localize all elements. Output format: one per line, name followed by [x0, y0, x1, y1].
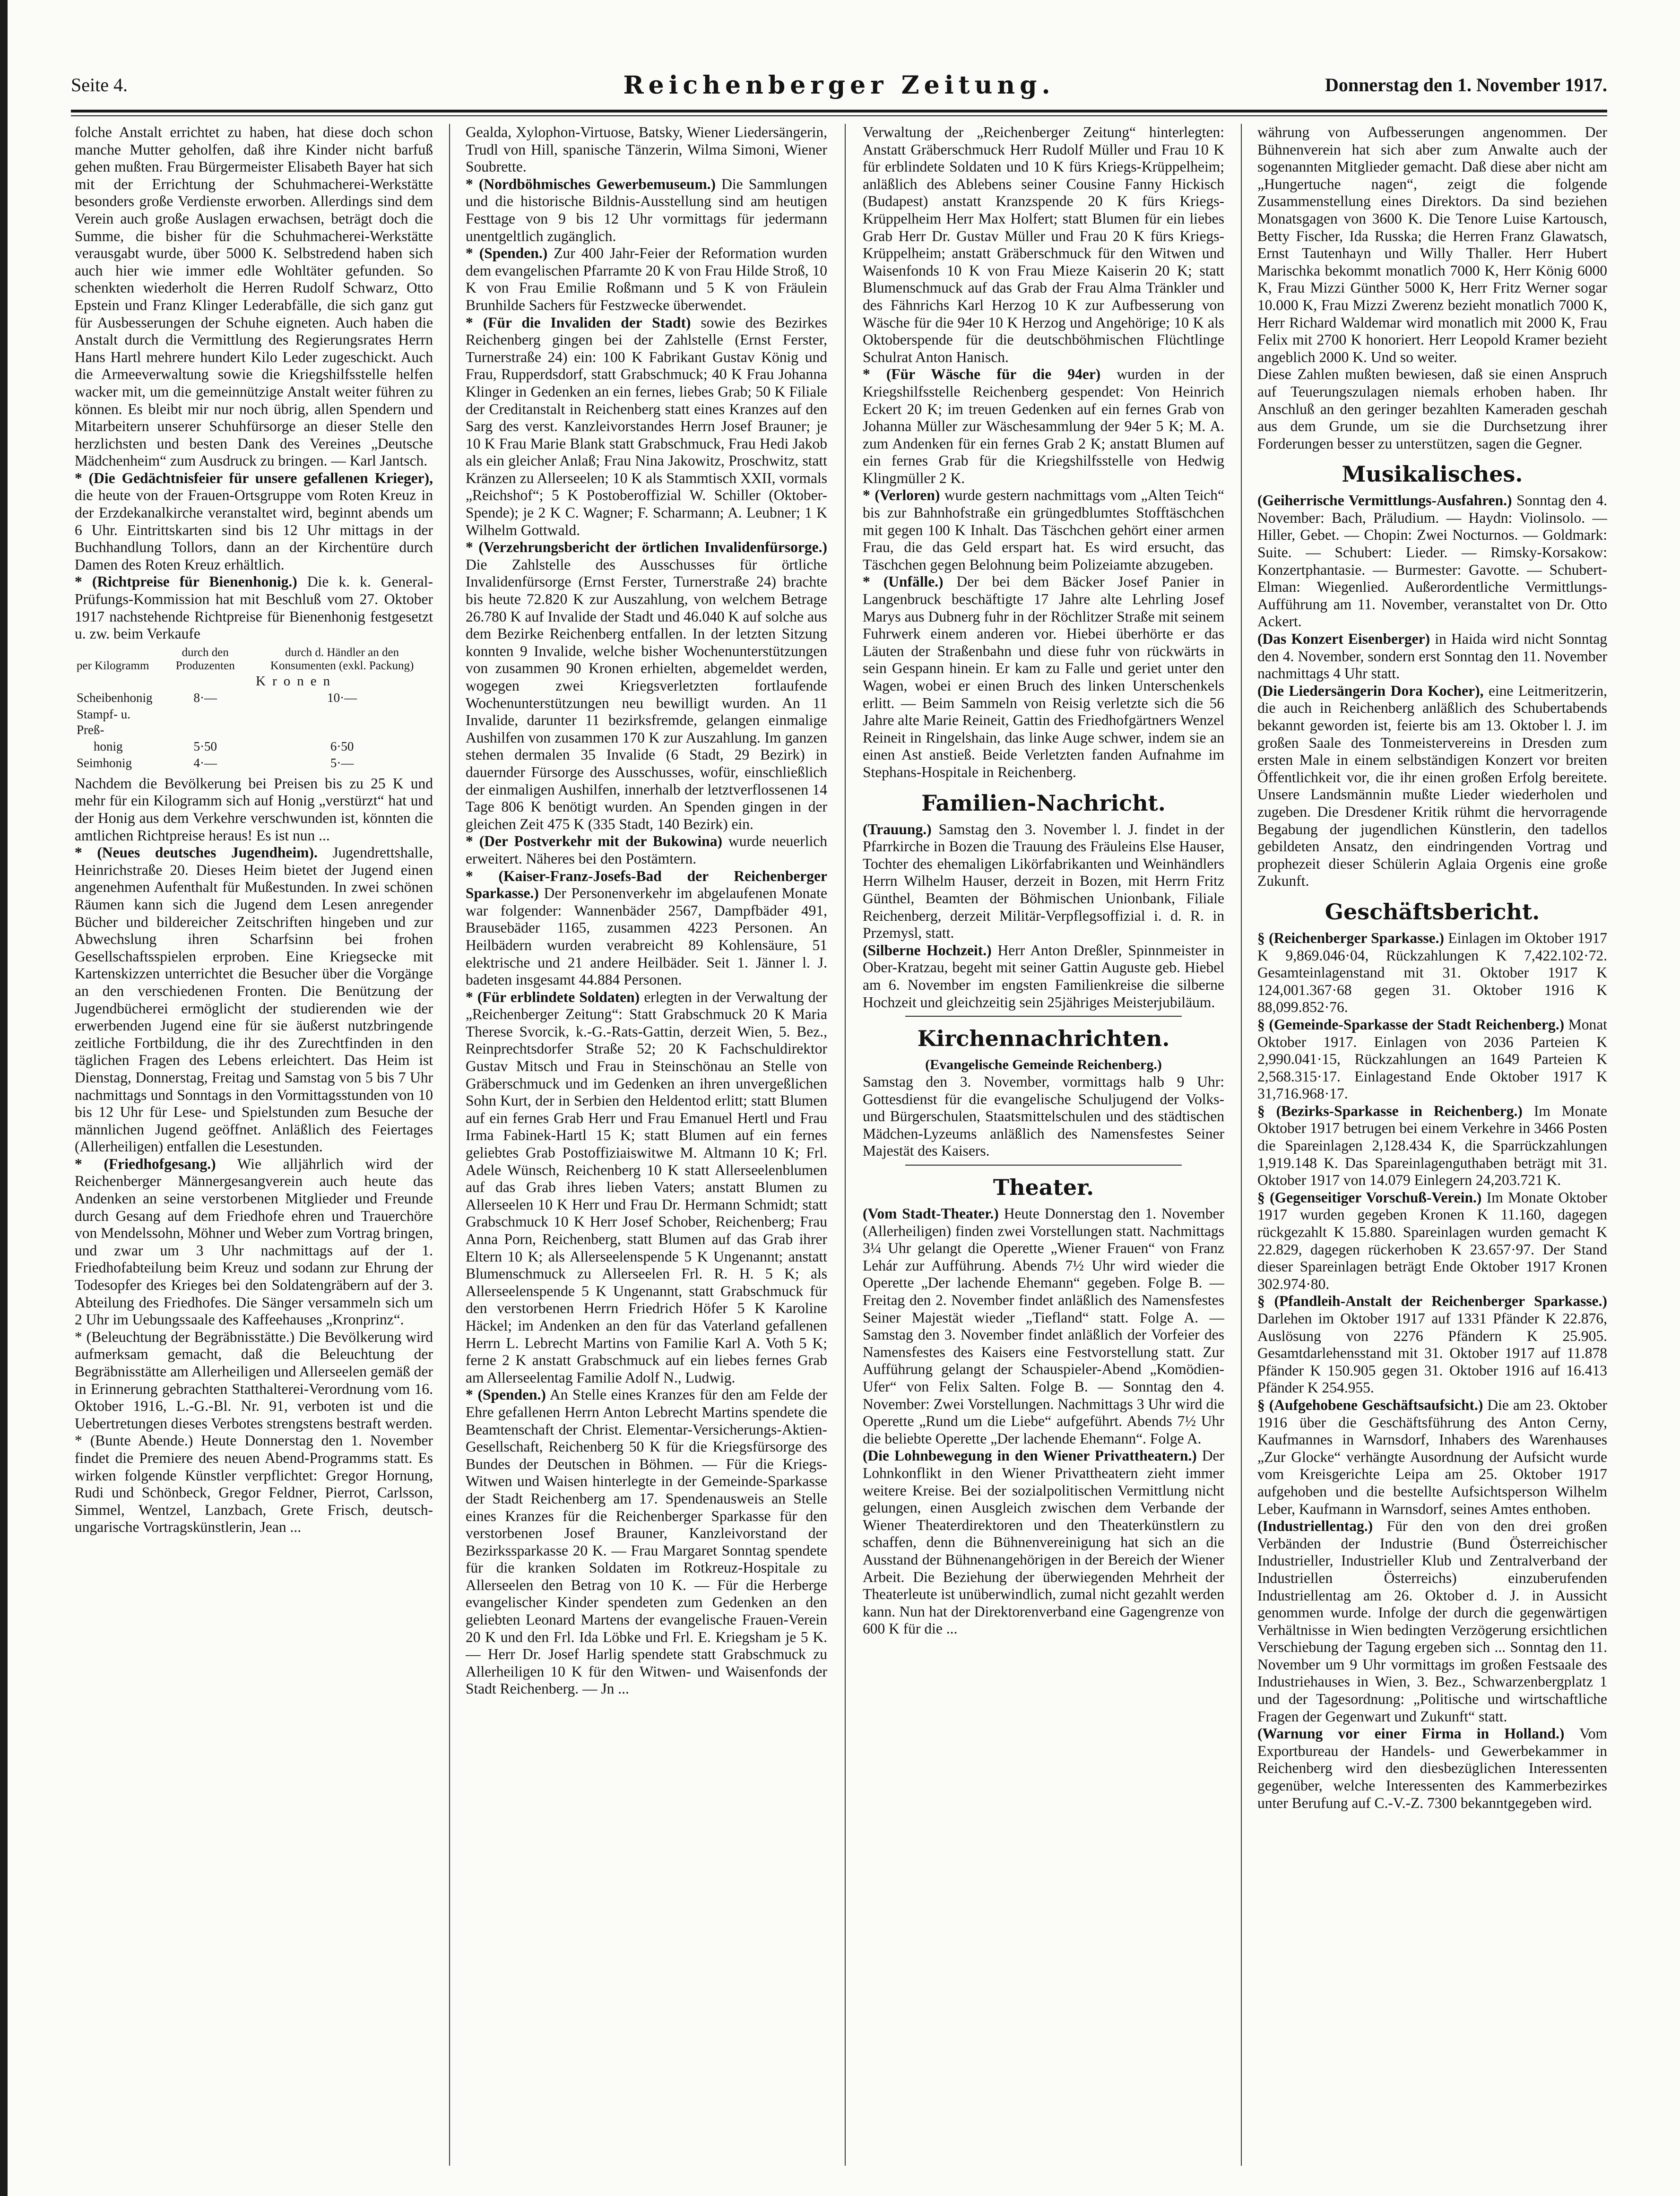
article-heading: * (Spenden.)	[466, 1386, 546, 1403]
article	[466, 176, 827, 245]
article-body: Sonntag den 4. November: Bach, Präludium. — Haydn: Violinsolo. — Hiller, Gebet. — Chopin: Zwei Nocturnos. — Goldmark: Suite. — Schubert: Lieder. — Rimsky-Korsakow: Konzertphantasie. — Burmester: Gavotte. — Schubert-Elman: Wiegenlied. Außerordentliche Vermittlungs-Aufführung am 11. November, veranstaltet von Dr. Otto Ackert.	[1257, 492, 1607, 630]
table-header: per Kilogramm	[77, 659, 149, 672]
section-heading: Familien-Nachricht.	[921, 790, 1166, 816]
article: * (Bunte Abende.) Heute Donnerstag den 1. November findet die Premiere des neuen Abend-Programms statt. Es wirken folgende Künstler verpflichtet: Gregor Hornung, Rudi und Schönbeck, Gregor Feldner, Pierrot, Carlsson, Simmel, Wentzel, Lanzbach, Grete Frisch, deutsch-ungarische Vortragskünstlerin, Jean ...	[75, 1432, 433, 1536]
article	[863, 573, 1224, 781]
article-heading: * (Für erblindete Soldaten)	[466, 988, 640, 1005]
article	[1257, 1103, 1607, 1189]
article-body: Zur 400 Jahr-Feier der Reformation wurden dem evangelischen Pfarramte 20 K von Frau Hilde Stroß, 10 K von Frau Emilie Roßmann und 5 K von Fräulein Brunhilde Sachers für Festzwecke überwendet.	[466, 245, 827, 313]
article: * (Beleuchtung der Begräbnisstätte.) Die Bevölkerung wird aufmerksam gemacht, daß die Beleuchtung der Begräbnisstätte am Allerheiligen und Allerseelen gemäß der in Erinnerung gebrachten Statthalterei-Verordnung vom 16. Oktober 1916, L.-G.-Bl. Nr. 91, verboten ist und die Uebertretungen dieses Verbotes strengstens bestraft werden.	[75, 1328, 433, 1432]
article-body: wurden in der Kriegshilfsstelle Reichenberg gespendet: Von Heinrich Eckert 20 K; im treuen Gedenken auf ein fernes Grab von Johanna Müller zur Wäschesammlung der 94er 5 K; M. A. zum Andenken für ein fernes Grab 2 K; anstatt Blumen auf ein fernes Grab für die Kriegshilfsstelle von Hedwig Klingmüller 2 K.	[863, 366, 1224, 486]
article	[466, 245, 827, 314]
article-heading: (Trauung.)	[863, 821, 932, 838]
article-heading: § (Gegenseitiger Vorschuß-Verein.)	[1257, 1189, 1482, 1206]
article-heading: * (Spenden.)	[466, 245, 548, 262]
article	[1257, 492, 1607, 631]
article-heading: § (Aufgehobene Geschäftsaufsicht.)	[1257, 1396, 1483, 1413]
section-heading: Theater.	[993, 1175, 1094, 1201]
article	[466, 868, 827, 989]
article-heading: * (Unfälle.)	[863, 573, 944, 590]
article	[1257, 1518, 1607, 1725]
article	[1257, 1725, 1607, 1812]
article-body: Darlehen im Oktober 1917 auf 1331 Pfänder K 22.876, Auslösung von 2276 Pfändern K 25.905. Gesamtdarlehensstand mit 31. Oktober 1917 auf 11.878 Pfänder K 150.905 gegen 31. Oktober 1916 auf 16.413 Pfänder K 254.955.	[1257, 1310, 1607, 1396]
article-heading: * (Verzehrungsbericht der örtlichen Invalidenfürsorge.)	[466, 539, 827, 556]
article-body: Samstag den 3. November l. J. findet in der Pfarrkirche in Bozen die Trauung des Fräuleins Else Hauser, Tochter des ehemaligen Likörfabrikanten und Weinhändlers Herrn Wilhelm Hauser, derzeit in Bozen, mit Herrn Fritz Günthel, Beamten der Böhmischen Unionbank, Filiale Reichenberg, derzeit Militär-Verpflegsoffizial i. d. R. in Przemysl, statt.	[863, 821, 1224, 942]
article-body: Der Lohnkonflikt in den Wiener Privattheatern zieht immer weitere Kreise. Bei der sozialpolitischen Vermittlung nicht gelungen, einen Ausgleich zwischen dem Verbande der Wiener Theaterdirektoren und den Theaterkünstlern zu schaffen, denn die Bühnenvereinigung hat sich an die Ausstand der Bühnenangehörigen in der Bereich der Wiener Arbeit. Die Beziehung der überwiegenden Mehrheit der Theaterleute ist unüberwindlich, zumal nicht gezahlt werden kann. Nun hat der Direktorenverband eine Gagengrenze von 600 K für die ...	[863, 1447, 1224, 1637]
article	[863, 821, 1224, 942]
page-header	[71, 71, 1607, 104]
article-body: Vom Exportbureau der Handels- und Gewerbekammer in Reichenberg wird den diesbezüglichen Interessenten gegenüber, welche Interessenten des Kammerbezirkes unter Berufung auf C.-V.-Z. 7300 bekanntgegeben wird.	[1257, 1725, 1607, 1811]
article-body: Monat Oktober 1917. Einlagen von 2036 Parteien K 2,990.041·15, Rückzahlungen an 1649 Parteien K 2,568.315·17. Einlagestand Ende Oktober 1917 K 31,716.968·17.	[1257, 1016, 1607, 1102]
article-heading: * (Richtpreise für Bienenhonig.)	[75, 573, 297, 590]
table-row: Stampf- u. Preß-	[77, 707, 130, 737]
article-body: sowie des Bezirkes Reichenberg gingen bei der Zahlstelle (Ernst Ferster, Turnerstraße 24) ein: 100 K Fabrikant Gustav König und Frau, Rupperdsdorf, statt Grabschmuck; 40 K Frau Johanna Klinger in Gedenken an ein fernes, liebes Grab; 50 K Filiale der Creditanstalt in Reichenberg statt eines Kranzes auf den Sarg des verst. Kanzleivorstandes Herrn Josef Brauner; je 10 K Frau Marie Blank statt Grabschmuck, Frau Hedi Jakob als ein gleicher Anlaß; Frau Nina Jakowitz, Proschwitz, statt Kränzen zu Allerseelen; 10 K als Stammtisch XXII, vormals „Reichshof“; 5 K Postoberoffizial W. Schiller (Oktober-Spende); je 2 K C. Wagner; F. Scharmann; A. Leubner; 1 K Wilhelm Gottwald.	[466, 314, 827, 538]
article	[75, 470, 433, 574]
article	[1257, 631, 1607, 683]
article-body: Jugendrettshalle, Heinrichstraße 20. Dieses Heim bietet der Jugend einen angenehmen Aufenthalt für Mußestunden. In zwei schönen Räumen kann sich die Jugend dem Lesen anregender Bücher und bildereicher Zeitschriften hingeben und zur Abwechslung ihren Scharfsinn bei frohen Gesellschaftsspielen erproben. Eine Kriegsecke mit Kartenskizzen unterrichtet die Besucher über die Vorgänge an den verschiedenen Fronten. Die Benützung der Jugendbücherei ermöglicht der studierenden wie der erwerbenden Jugend eine für sie äußerst nutzbringende zeitliche Fortbildung, die ihr des Zurechtfinden in den täglichen Fragen des Lebens erleichtert. Das Heim ist Dienstag, Donnerstag, Freitag und Samstag von 5 bis 7 Uhr nachmittags und Sonntags in den Vormittagsstunden von 10 bis 12 Uhr für Lese- und Spielstunden zum Besuche der männlichen Jugend geöffnet. Anläßlich des Feiertages (Allerheiligen) entfallen die Lesestunden.	[75, 844, 433, 1155]
header-rule	[71, 110, 1607, 112]
article	[1257, 930, 1607, 1016]
column-4	[1257, 124, 1607, 2166]
article-heading: * (Neues deutsches Jugendheim).	[75, 844, 318, 861]
article	[1257, 1189, 1607, 1293]
article	[1257, 683, 1607, 890]
column-3	[863, 124, 1224, 2166]
table-row: Seimhonig 4·— 5·—	[77, 755, 354, 770]
article-body: Die Zahlstelle des Ausschusses für örtliche Invalidenfürsorge (Ernst Ferster, Turnerstraße 24) brachte bis heute 72.820 K zur Auszahlung, von welchem Betrage 26.780 K auf Invalide der Stadt und 46.040 K auf solche aus dem Bezirke Reichenberg entfallen. In der letzten Sitzung konnten 9 Invalide, welche bisher Wochenunterstützungen von zusammen 90 Kronen erhielten, abgemeldet werden, wogegen zwei Kriegsverletzten fortlaufende Wochenunterstützungen neu bewilligt wurden. An 11 Invalide, darunter 11 bezirksfremde, gelangen einmalige Aushilfen von zusammen 170 K zur Auszahlung. Im ganzen stehen dermalen 35 Invalide (6 Stadt, 29 Bezirk) in dauernder Fürsorge des Ausschusses, wofür, einschließlich der einmaligen Aushilfen, innerhalb der letztverflossenen 14 Tage 806 K benötigt wurden. An Spenden gingen in der gleichen Zeit 475 K (335 Stadt, 140 Bezirk) ein.	[466, 556, 827, 832]
article	[466, 833, 827, 867]
article-body: wurde gestern nachmittags vom „Alten Teich“ bis zur Bahnhofstraße ein grüngedblumtes Stofftäschchen mit gegen 100 K Inhalt. Das Täschchen gehört einer armen Frau, die das Geld erspart hat. Es wird ersucht, das Täschchen gegen Belohnung beim Polizeiamte abzugeben.	[863, 487, 1224, 573]
article	[863, 1447, 1224, 1638]
article	[466, 314, 827, 539]
article: Samstag den 3. November, vormittags halb 9 Uhr: Gottesdienst für die evangelische Schuljugend der Volks- und Bürgerschulen, Staatsmittelschulen und des städtischen Mädchen-Lyzeums anläßlich des Namensfestes Seiner Majestät des Kaisers.	[863, 1073, 1224, 1159]
column-divider	[1241, 124, 1242, 2166]
article-heading: (Die Lohnbewegung in den Wiener Privattheatern.)	[863, 1447, 1197, 1464]
article-heading: (Geiherrische Vermittlungs-Ausfahren.)	[1257, 492, 1512, 509]
article-heading: § (Reichenberger Sparkasse.)	[1257, 929, 1445, 946]
article	[466, 1386, 827, 1698]
article-body: An Stelle eines Kranzes für den am Felde der Ehre gefallenen Herrn Anton Lebrecht Martins spendete die Beamtenschaft der Christ. Elementar-Versicherungs-Aktien-Gesellschaft, Reichenberg 50 K für die Kriegsfürsorge des Bundes der Deutschen in Böhmen. — Für die Kriegs-Witwen und Waisen hinterlegte in der Gemeinde-Sparkasse der Stadt Reichenberg am 17. Spendenausweis an Stelle eines Kranzes für die Reichenberger Sparkasse für den verstorbenen Josef Brauner, Kanzleivorstand der Bezirkssparkasse 20 K. — Frau Margaret Sonntag spendete für die kranken Soldaten im Rotkreuz-Hospitale zu Allerseelen den Betrag von 10 K. — Für die Herberge evangelischer Kinder spendeten zum Gedenken an den geliebten Leonard Martens der evangelische Frauen-Verein 20 K und den Frl. Ida Löbke und Frl. E. Kriegsham je 5 K. — Herr Dr. Josef Harlig spendete statt Grabschmuck zu Allerheiligen 10 K für den Witwen- und Waisenfonds der Stadt Reichenberg. — Jn ...	[466, 1386, 827, 1697]
section-heading: Kirchennachrichten.	[917, 1026, 1170, 1052]
article-heading: * (Verloren)	[863, 487, 940, 504]
masthead: Reichenberger Zeitung.	[623, 71, 1055, 100]
article-body: Im Monate Oktober 1917 betrugen bei einem Verkehre in 3466 Posten die Spareinlagen 2,128.434 K, die Sparrückzahlungen 1,919.148 K. Das Spareinlagenguthaben beträgt mit 31. Oktober 1917 von 14.079 Einlegern 24,203.721 K.	[1257, 1102, 1607, 1189]
article	[863, 942, 1224, 1011]
article-body: Die k. k. General-Prüfungs-Kommission hat mit Beschluß vom 27. Oktober 1917 nachstehende Richtpreise für Bienenhonig festgesetzt u. zw. beim Verkaufe	[75, 573, 433, 642]
article	[1257, 1016, 1607, 1103]
section-subheading: (Evangelische Gemeinde Reichenberg.)	[925, 1057, 1162, 1073]
article-heading: * (Der Postverkehr mit der Bukowina)	[466, 833, 722, 850]
article-body: hinterlegten: Anstatt Gräberschmuck Herr Rudolf Müller und Frau 10 K für erblindete Soldaten und 10 K fürs Kriegs-Krüppelheim; anläßlich des Ablebens seiner Cousine Fanny Hickisch (Budapest) anstatt Kranzspende 20 K fürs Kriegs-Krüppelheim Herr Max Holfert; statt Blumen für ein liebes Grab Herr Dr. Gustav Müller und Frau 20 K fürs Kriegs-Krüppelheim; anstatt Gräberschmuck für den Witwen und Waisenfonds 10 K von Frau Mieze Kaiserin 20 K; statt Blumenschmuck auf das Grab der Frau Alma Tränkler und des Fähnrichs Karl Herzog 10 K zur Aufbesserung von Wäsche für die 94er 10 K Herzog und Angehörige; 10 K als Oktoberspende für die deutschböhmischen Flüchtlinge Schulrat Anton Hanisch.	[863, 124, 1224, 365]
article-body: in Haida wird nicht Sonntag den 4. November, sondern erst Sonntag den 11. November nachmittags 4 Uhr statt.	[1257, 631, 1607, 682]
article	[466, 539, 827, 833]
article: Gealda, Xylophon-Virtuose, Batsky, Wiener Liedersängerin, Trudl von Hill, spanische Tänzerin, Wilma Simoni, Wiener Soubrette.	[466, 124, 827, 175]
article	[1257, 1397, 1607, 1518]
article-body: wurde neuerlich erweitert. Näheres bei den Postämtern.	[466, 833, 827, 867]
article-heading: Verwaltung der „Reichenberger Zeitung“	[863, 124, 1136, 140]
article-heading: (Silberne Hochzeit.)	[863, 942, 992, 959]
article-heading: § (Pfandleih-Anstalt der Reichenberger Sparkasse.)	[1257, 1293, 1607, 1310]
section-rule	[905, 1165, 1182, 1166]
article-body: Wie alljährlich wird der Reichenberger Männergesangverein auch heute das Andenken an seine verstorbenen Mitglieder und Freunde durch Gesang auf dem Friedhofe ehren und Trauerchöre von Mendelssohn, Möhner und Weber zum Vortrag bringen, und zwar um 3 Uhr nachmittags auf der 1. Friedhofabteilung beim Kreuz und sodann zur Ehrung der Todesopfer des Krieges bei den Soldatengräbern auf der 3. Abteilung des Friedhofes. Die Sänger versammeln sich um 2 Uhr im Uebungssaale des Kaffeehauses „Kronprinz“.	[75, 1155, 433, 1328]
article	[75, 844, 433, 1156]
article	[75, 573, 433, 642]
page-number: Seite 4.	[71, 74, 128, 95]
table-row: honig 5·50 6·50	[94, 739, 354, 753]
article-heading: * (Die Gedächtnisfeier für unsere gefallenen Krieger),	[75, 469, 433, 486]
section-heading: Geschäftsbericht.	[1325, 899, 1540, 925]
article-body: Einlagen im Oktober 1917 K 9,869.046·04, Rückzahlungen K 7,422.102·72. Gesamteinlagenstand mit 31. Oktober 1917 K 124,001.367·68 gegen 31. Oktober 1916 K 88,099.852·76.	[1257, 929, 1607, 1016]
article-heading: * (Für die Invaliden der Stadt)	[466, 314, 691, 331]
article-body: erlegten in der Verwaltung der „Reichenberger Zeitung“: Statt Grabschmuck 20 K Maria Therese Svorcik, k.-G.-Rats-Gattin, derzeit Wien, 5. Bez., Reinprechtsdorfer Straße 52; 20 K Fachschuldirektor Gustav Mitsch und Frau in Steinschönau an Stelle von Gräberschmuck und im Gedenken an ihren unvergeßlichen Sohn Kurt, der in Serbien den Heldentod erlitt; statt Blumen auf ein fernes Grab Herr und Frau Emanuel Hertl und Frau Irma Fabinek-Hartl 15 K; statt Blumen auf ein fernes geliebtes Grab Postoffiziaiswitwe M. Altmann 10 K; Frl. Adele Wünsch, Reichenberg 10 K statt Allerseelenblumen auf das Grab ihres lieben Vaters; anstatt Blumen zu Allerseelen 10 K Herr und Frau Dr. Hermann Schmidt; statt Grabschmuck 10 K Herr Josef Schober, Reichenberg; Frau Anna Porn, Reichenberg, statt Blumen auf das Grab ihrer Eltern 10 K; als Allerseelenspende 5 K Ungenannt; anstatt Blumenschmuck zu Allerseelen Frl. R. H. 5 K; als Allerseelenspende 5 K Ungenannt, statt Grabschmuck für den verstorbenen Herrn Friedrich Höfer 5 K Karoline Häckel; im Andenken an den für das Vaterland gefallenen Herrn L. Lebrecht Martins von Familie Karl A. Voth 5 K; ferne 2 K anstatt Grabschmuck auf ein liebes fernes Grab am Allerseelentag Familie Adolf N., Ludwig.	[466, 988, 827, 1386]
article	[75, 1156, 433, 1329]
article-body: die heute von der Frauen-Ortsgruppe vom Roten Kreuz in der Erzdekanalkirche veranstaltet wird, beginnt abends um 6 Uhr. Eintrittskarten sind bis 12 Uhr mittags in der Buchhandlung Tollors, dann an der Kirchentüre durch Damen des Roten Kreuz erhältlich.	[75, 487, 433, 573]
article	[863, 124, 1224, 366]
article-heading: * (Kaiser-Franz-Josefs-Bad der Reichenberger Sparkasse.)	[466, 867, 827, 902]
header-rule-thin	[71, 115, 1607, 116]
table-unit: Kronen	[256, 673, 337, 689]
article-body: Der Personenverkehr im abgelaufenen Monate war folgender: Wannenbäder 2567, Dampfbäder 491, Brausebäder 1165, zusammen 4223 Personen. An Heilbädern wurden verabreicht 89 Kohlensäure, 51 elektrische und 21 andere Heilbäder. Seit 1. Jänner l. J. badeten insgesamt 44.884 Personen.	[466, 885, 827, 988]
article-body: Herr Anton Dreßler, Spinnmeister in Ober-Kratzau, begeht mit seiner Gattin Auguste geb. Hiebel am 6. November im engsten Familienkreise die silberne Hochzeit und gleichzeitig sein 25jähriges Meisterjubiläum.	[863, 942, 1224, 1011]
section-rule	[905, 1016, 1182, 1017]
table-row: Scheibenhonig 8·— 10·—	[77, 690, 357, 705]
issue-date: Donnerstag den 1. November 1917.	[1325, 74, 1607, 95]
article-heading: * (Friedhofgesang.)	[75, 1155, 216, 1172]
article-body: Für den von den drei großen Verbänden der Industrie (Bund Österreichischer Industrieller, Industrieller Klub und Zentralverband der Industriellen Österreichs) einzuberufenden Industriellentag am 26. Oktober d. J. in Aussicht genommen wurde. Infolge der durch die gegenwärtigen Verhältnisse in Wien bedingten Verzögerung ersichtlichen Verschiebung der Tagung ergeben sich ... Sonntag den 11. November um 9 Uhr vormittags im großen Festsaale des Industriehauses in Wien, 3. Bez., Schwarzenbergplatz 1 und der Tagesordnung: „Politische und wirtschaftliche Fragen der Gegenwart und Zukunft“ statt.	[1257, 1518, 1607, 1725]
article-body: Die Sammlungen und die historische Bildnis-Ausstellung sind am heutigen Festtage von 9 bis 12 Uhr vormittags für jedermann unentgeltlich zugänglich.	[466, 175, 827, 244]
article-body: Heute Donnerstag den 1. November (Allerheiligen) finden zwei Vorstellungen statt. Nachmittags 3¼ Uhr gelangt die Operette „Wiener Frauen“ von Franz Lehár zur Aufführung. Abends 7½ Uhr wird wieder die Operette „Der lachende Ehemann“ gegeben. Folge B. — Freitag den 2. November findet anläßlich des Namensfestes Seiner Majestät wieder „Tiefland“ statt. Folge A. — Samstag den 3. November findet anläßlich der Vorfeier des Namensfestes des Kaisers eine Festvorstellung statt. Zur Aufführung gelangt der Schauspieler-Abend „Komödien-Ufer“ von Felix Salten. Folge B. — Sonntag den 4. November: Zwei Vorstellungen. Nachmittags 3 Uhr wird die Operette „Rund um die Liebe“ aufgeführt. Abends 7½ Uhr die beliebte Operette „Der lachende Ehemann“. Folge A.	[863, 1205, 1224, 1447]
table-header: durch den Produzenten	[175, 646, 235, 672]
article: Nachdem die Bevölkerung bei Preisen bis zu 25 K und mehr für ein Kilogramm sich auf Honig „verstürzt“ hat und der Honig aus dem Verkehre verschwunden ist, könnten die amtlichen Richtpreise heraus! Es ist nun ...	[75, 775, 433, 844]
article-heading: § (Gemeinde-Sparkasse der Stadt Reichenberg.)	[1257, 1016, 1565, 1033]
honey-price-table	[75, 646, 433, 771]
article-heading: (Warnung vor einer Firma in Holland.)	[1257, 1725, 1565, 1742]
article	[466, 989, 827, 1387]
article-heading: * (Nordböhmisches Gewerbemuseum.)	[466, 175, 716, 192]
article	[1257, 1293, 1607, 1397]
article-body: eine Leitmeritzerin, die auch in Reichenberg anläßlich des Schubertabends bekannt geworden ist, feierte bis am 13. Oktober l. J. im großen Saale des Tonmeistervereins in Dresden zum ersten Male in einem selbständigen Konzert vor breiten Öffentlichkeit vor, die ihr einen großen Erfolg bereitete. Unsere Landsmännin mußte Lieder wiederholen und zugeben. Die Dresdener Kritik rühmt die hervorragende Begabung der jugendlichen Künstlerin, den tadellos gebildeten Ansatz, den eindringenden Vortrag und prophezeit dieser Schülerin Aglaia Orgenis eine große Zukunft.	[1257, 682, 1607, 890]
article-body: Die am 23. Oktober 1916 über die Geschäftsführung des Anton Cerny, Kaufmannes in Warnsdorf, Inhabers des Warenhauses „Zur Glocke“ verhängte Ausordnung der Aufsicht wurde vom Kreisgerichte Leipa am 25. Oktober 1917 aufgehoben und die bestellte Aufsichtsperson Wilhelm Leber, Kaufmann in Warnsdorf, seines Amtes enthoben.	[1257, 1396, 1607, 1517]
article-heading: (Industriellentag.)	[1257, 1518, 1373, 1535]
column-divider	[845, 124, 846, 2166]
column-1	[75, 124, 433, 2166]
article-heading: * (Für Wäsche für die 94er)	[863, 366, 1101, 383]
section-heading: Musikalisches.	[1342, 461, 1523, 487]
table-header: durch d. Händler an den Konsumenten (exkl. Packung)	[270, 646, 414, 672]
article-heading: (Vom Stadt-Theater.)	[863, 1205, 999, 1222]
article	[863, 487, 1224, 573]
article: Diese Zahlen mußten bewiesen, daß sie einen Anspruch auf Teuerungszulagen niemals erhoben haben. Ihr Anschluß an den geringer bezahlten Kameraden geschah aus dem Grunde, um sie die Durchsetzung ihrer Forderungen besser zu unterstützen, sagen die Gegner.	[1257, 366, 1607, 452]
article-heading: § (Bezirks-Sparkasse in Reichenberg.)	[1257, 1102, 1523, 1119]
column-2	[466, 124, 827, 2166]
article-body: Im Monate Oktober 1917 wurden gegeben Kronen K 11.160, dagegen rückgezahlt K 15.880. Spareinlagen wurden gemacht K 22.829, dagegen rückerhoben K 23.657·97. Der Stand dieser Spareinlagen beträgt Ende Oktober 1917 Kronen 302.974·80.	[1257, 1189, 1607, 1292]
article	[863, 1205, 1224, 1447]
article-heading: (Das Konzert Eisenberger)	[1257, 631, 1430, 648]
article: währung von Aufbesserungen angenommen. Der Bühnenverein hat sich aber zum Anwalte auch der sogenannten Mitglieder gemacht. Daß diese aber nicht am „Hungertuche nagen“, zeigt die folgende Zusammenstellung eines Direktors. Da sind beziehen Monatsgagen von 3600 K. Die Tenore Luise Kartousch, Betty Fischer, Ida Russka; die Herren Franz Glawatsch, Ernst Tautenhayn und Willy Thaller. Herr Hubert Marischka bekommt monatlich 7000 K, Herr König 6000 K, Frau Mizzi Günther 5000 K, Herr Fritz Werner sogar 10.000 K, Frau Mizzi Zwerenz bezieht monatlich 7000 K, Herr Richard Waldemar wird monatlich mit 2000 K, Frau Felix mit 2700 K honoriert. Herr Leopold Kramer bezieht angeblich 2000 K. Und so weiter.	[1257, 124, 1607, 365]
article-heading: (Die Liedersängerin Dora Kocher),	[1257, 682, 1484, 699]
article	[863, 366, 1224, 487]
scan-edge	[0, 0, 8, 2196]
article-body: Der bei dem Bäcker Josef Panier in Langenbruck beschäftigte 17 Jahre alte Lehrling Josef Marys aus Dubnerg fuhr in der Röchlitzer Straße mit seinem Fuhrwerk einem anderen vor. Hiebei überhörte er das Läuten der Straßenbahn und diese fuhr von rückwärts in sein Gespann hinein. Er kam zu Falle und geriet unter den Wagen, wobei er einen Bruch des linken Unterschenkels erlitt. — Beim Sammeln von Reisig verletzte sich die 56 Jahre alte Marie Reineit, Gattin des Friedhofgärtners Wenzel Reineit in Ringelshain, das linke Auge schwer, indem sie an einen Ast anstieß. Beide Verletzten fanden Aufnahme im Stephans-Hospitale in Reichenberg.	[863, 573, 1224, 780]
column-divider	[449, 124, 450, 2166]
article: folche Anstalt errichtet zu haben, hat diese doch schon manche Mutter geholfen, daß ihre Kinder nicht barfuß gehen mußten. Frau Bürgermeister Elisabeth Bayer hat sich mit der Errichtung der Schuhmacherei-Werkstätte besonders große Verdienste erworben. Allerdings sind dem Verein auch große Auslagen erwachsen, beträgt doch die Summe, die bisher für die Schuhmacherei-Werkstätte verausgabt wurde, über 5000 K. Selbstredend haben sich auch hier wie immer edle Wohltäter gefunden. So schenkten wiederholt die Herren Rudolf Schwarz, Otto Epstein und Franz Klinger Lederabfälle, die sich ganz gut für Ausbesserungen der Schuhe eigneten. Auch haben die Anstalt durch die Vermittlung des Regierungsrates Herrn Hans Hartl mehrere hundert Kilo Leder zugeschickt. Auch die Armeeverwaltung sowie die Kriegshilfsstelle helfen wacker mit, um die gemeinnützige Anstalt weiter führen zu können. Es bleibt mir nur noch übrig, allen Spendern und Mitarbeitern unserer Schuhfürsorge an dieser Stelle den herzlichsten und besten Dank des Vereines „Deutsche Mädchenheim“ zum Ausdruck zu bringen. — Karl Jantsch.	[75, 124, 433, 469]
